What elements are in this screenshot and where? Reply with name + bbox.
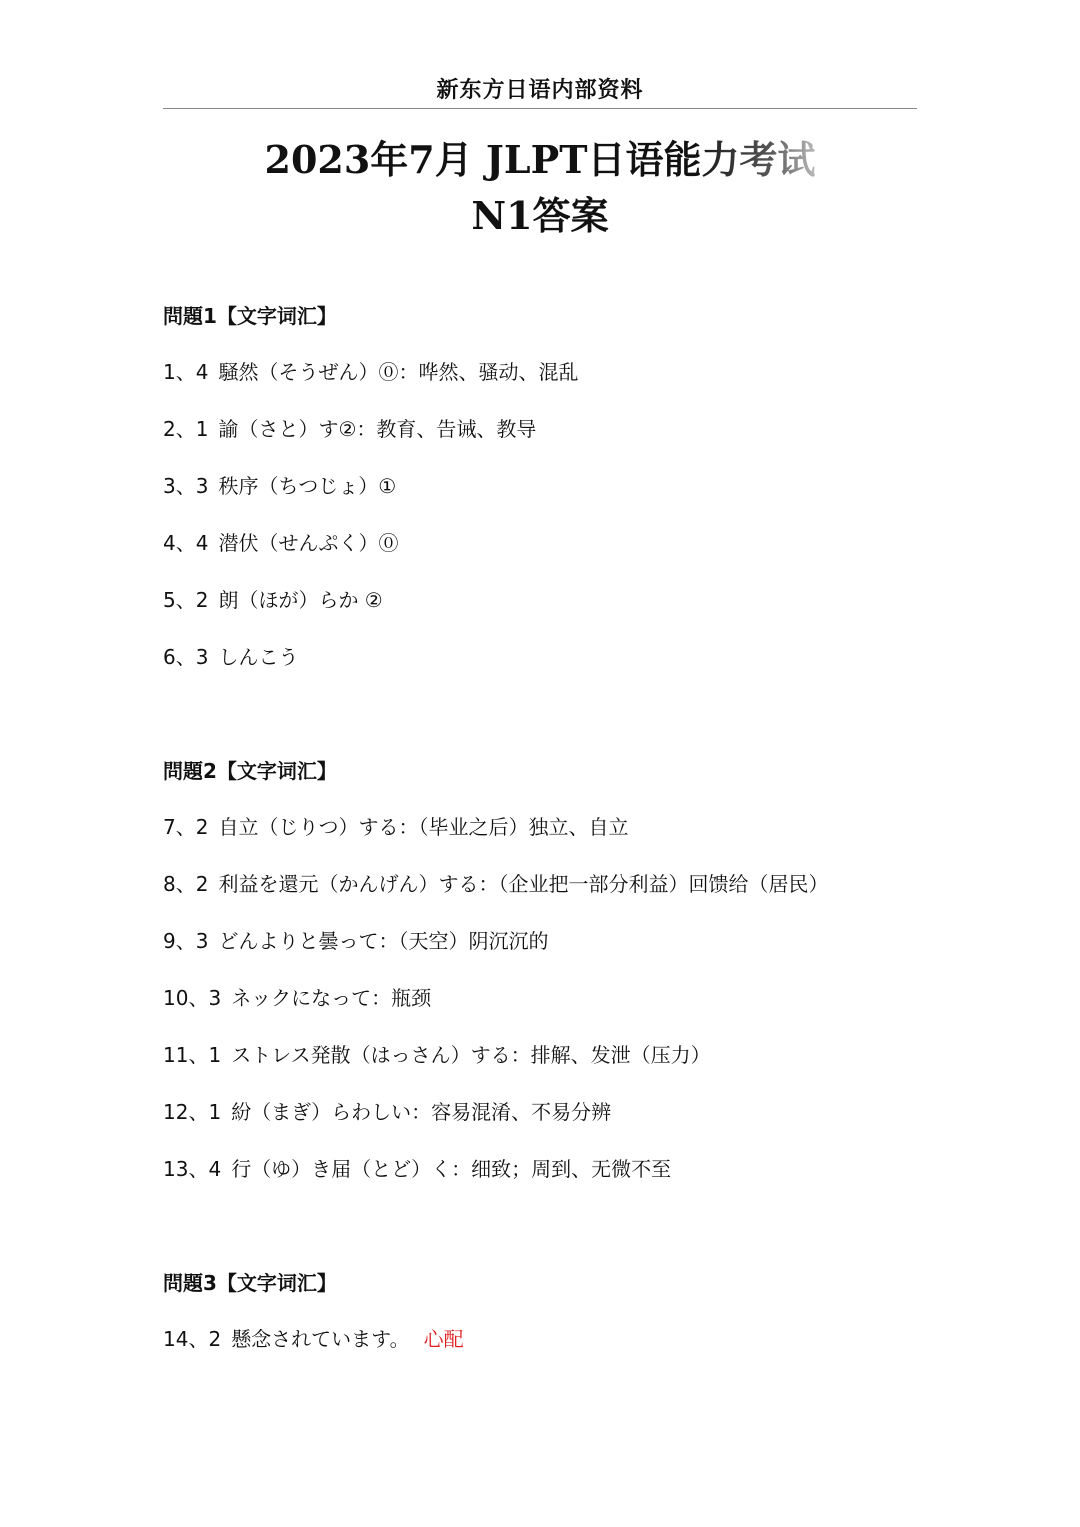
doc-title-line1 — [0, 136, 1080, 184]
answer-item — [163, 414, 923, 471]
answer-text: 朗（ほが）らか ② — [218, 588, 383, 612]
section-heading: 問題1【文字词汇】 — [163, 304, 337, 328]
answer-text: 懸念されています。 — [231, 1327, 410, 1351]
answer-item — [163, 926, 923, 983]
answer-number: 8、2 — [163, 872, 209, 896]
answer-item — [163, 1040, 923, 1097]
answer-content — [163, 300, 923, 1437]
answer-text: 行（ゆ）き届（とど）く：细致；周到、无微不至 — [231, 1157, 672, 1181]
answer-number: 3、3 — [163, 474, 209, 498]
doc-title-main: 2023年7月 JLPT日语能 — [264, 137, 702, 182]
answer-item — [163, 1154, 923, 1211]
answer-number: 2、1 — [163, 417, 209, 441]
answer-number: 13、4 — [163, 1157, 222, 1181]
answer-text: 諭（さと）す②：教育、告诫、教导 — [218, 417, 537, 441]
answer-item — [163, 1324, 923, 1381]
answer-highlight: 心配 — [423, 1327, 464, 1351]
answer-item — [163, 812, 923, 869]
doc-title-line2: N1答案 — [471, 193, 609, 238]
section-heading: 問題2【文字词汇】 — [163, 759, 337, 783]
answer-number: 1、4 — [163, 360, 209, 384]
answer-item — [163, 357, 923, 414]
answer-number: 5、2 — [163, 588, 209, 612]
answer-item — [163, 869, 923, 926]
answer-text: 秩序（ちつじょ）① — [218, 474, 397, 498]
answer-number: 10、3 — [163, 986, 222, 1010]
answer-number: 9、3 — [163, 929, 209, 953]
answer-text: しんこう — [218, 645, 299, 669]
answer-item — [163, 528, 923, 585]
section-1 — [163, 300, 923, 699]
answer-number: 6、3 — [163, 645, 209, 669]
answer-text: 紛（まぎ）らわしい：容易混淆、不易分辨 — [231, 1100, 612, 1124]
answer-text: どんよりと曇って：（天空）阴沉沉的 — [218, 929, 549, 953]
answer-text: 自立（じりつ）する：（毕业之后）独立、自立 — [218, 815, 629, 839]
answer-number: 12、1 — [163, 1100, 222, 1124]
answer-item — [163, 642, 923, 699]
answer-item — [163, 585, 923, 642]
answer-number: 14、2 — [163, 1327, 222, 1351]
answer-number: 11、1 — [163, 1043, 222, 1067]
section-3 — [163, 1267, 923, 1381]
answer-text: 騒然（そうぜん）⓪：哗然、骚动、混乱 — [218, 360, 579, 384]
answer-item — [163, 471, 923, 528]
section-heading: 問題3【文字词汇】 — [163, 1271, 337, 1295]
answer-number: 4、4 — [163, 531, 209, 555]
answer-text: 潜伏（せんぷく）⓪ — [218, 531, 399, 555]
answer-number: 7、2 — [163, 815, 209, 839]
answer-text: ネックになって：瓶颈 — [231, 986, 432, 1010]
header-text: 新东方日语内部资料 — [436, 77, 644, 103]
answer-item — [163, 1097, 923, 1154]
answer-text: 利益を還元（かんげん）する：（企业把一部分利益）回馈给（居民） — [218, 872, 829, 896]
page-header — [163, 72, 917, 109]
answer-item — [163, 983, 923, 1040]
section-2 — [163, 755, 923, 1211]
answer-text: ストレス発散（はっさん）する：排解、发泄（压力） — [231, 1043, 711, 1067]
doc-title-fade: 力考试 — [701, 137, 816, 182]
